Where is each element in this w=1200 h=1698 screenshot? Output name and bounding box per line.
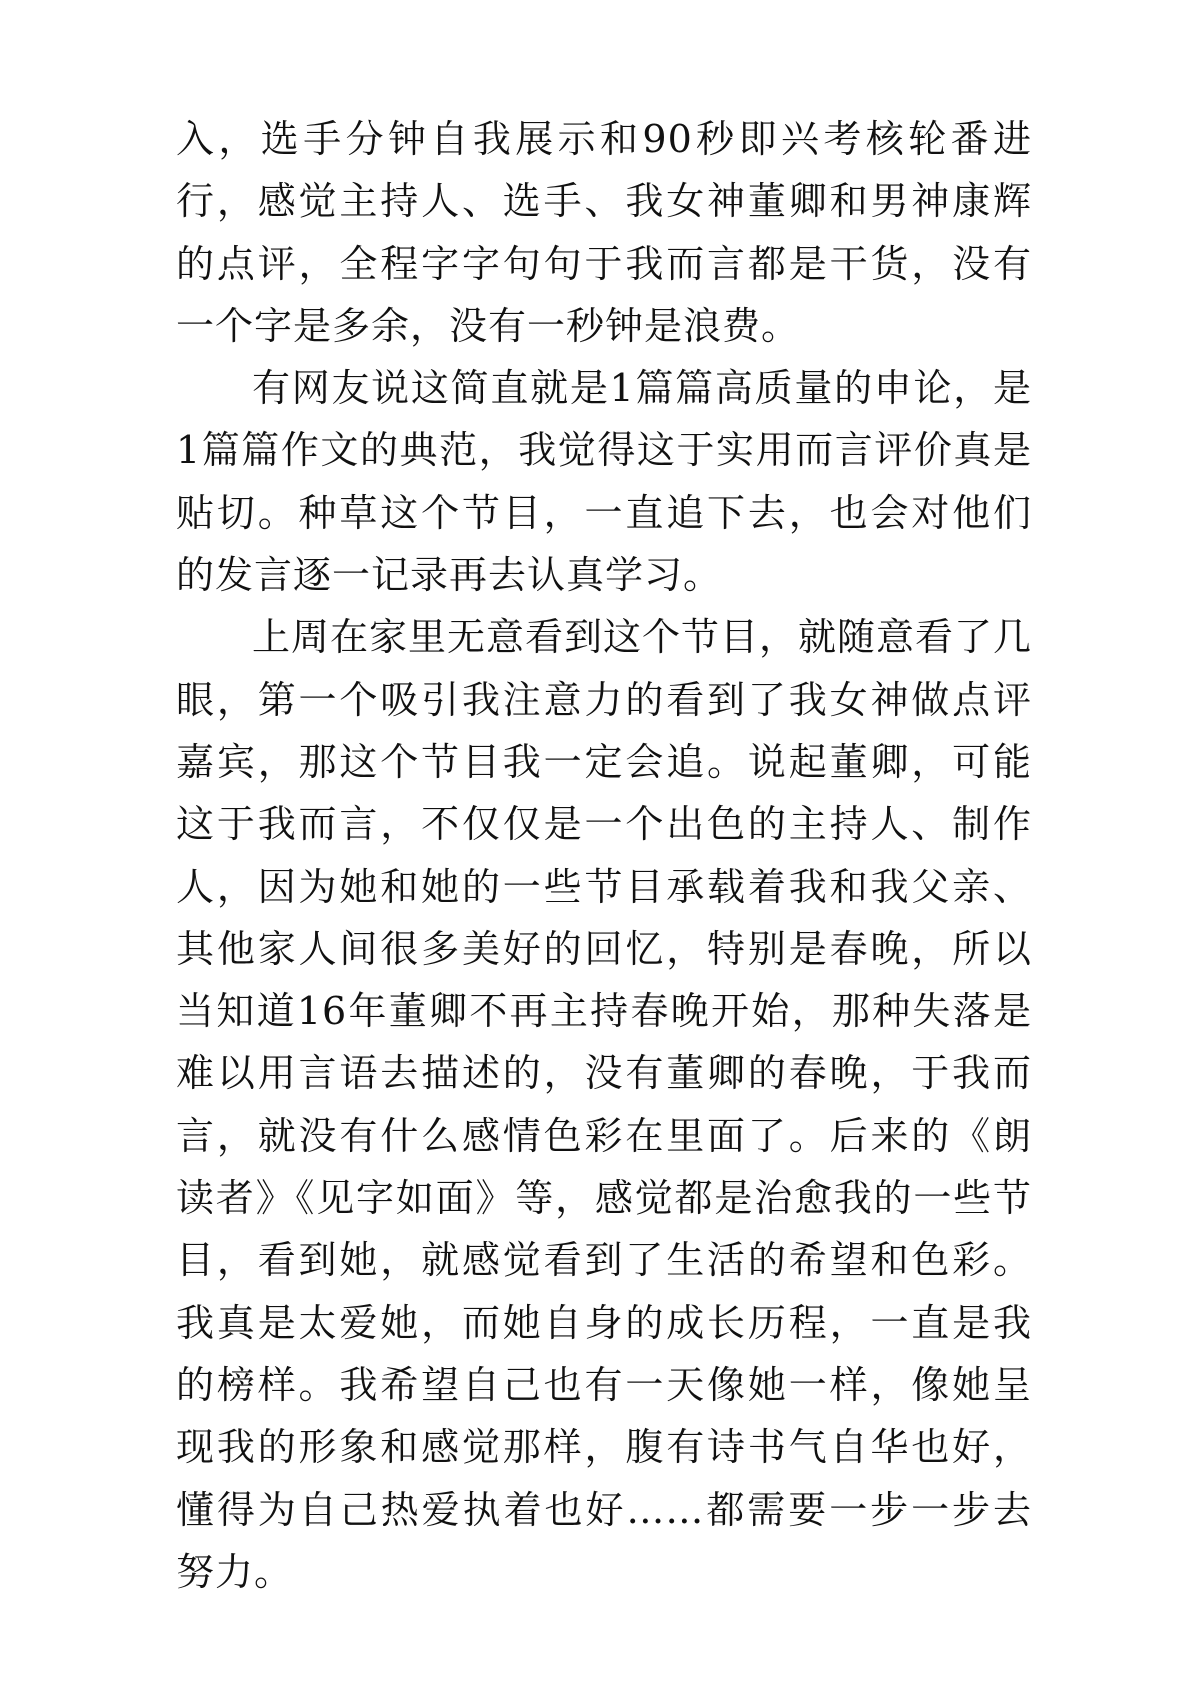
paragraph-1: 入，选手分钟自我展示和90秒即兴考核轮番进行，感觉主持人、选手、我女神董卿和男神康辉的点评，全程字字句句于我而言都是干货，没有一个字是多余，没有一秒钟是浪费。 — [176, 117, 1032, 348]
document-body — [176, 108, 1032, 1603]
paragraph-2: 有网友说这简直就是1篇篇高质量的申论，是1篇篇作文的典范，我觉得这于实用而言评价真是贴切。种草这个节目，一直追下去，也会对他们的发言逐一记录再去认真学习。 — [176, 366, 1032, 598]
paragraph-3: 上周在家里无意看到这个节目，就随意看了几眼，第一个吸引我注意力的看到了我女神做点评嘉宾，那这个节目我一定会追。说起董卿，可能这于我而言，不仅仅是一个出色的主持人、制作人，因为她和她的一些节目承载着我和我父亲、其他家人间很多美好的回忆，特别是春晚，所以当知道16年董卿不再主持春晚开始，那种失落是难以用言语去描述的，没有董卿的春晚，于我而言，就没有什么感情色彩在里面了。后来的《朗读者》《见字如面》等，感觉都是治愈我的一些节目，看到她，就感觉看到了生活的希望和色彩。我真是太爱她，而她自身的成长历程，一直是我的榜样。我希望自己也有一天像她一样，像她呈现我的形象和感觉那样，腹有诗书气自华也好，懂得为自己热爱执着也好……都需要一步一步去努力。 — [176, 615, 1033, 1594]
